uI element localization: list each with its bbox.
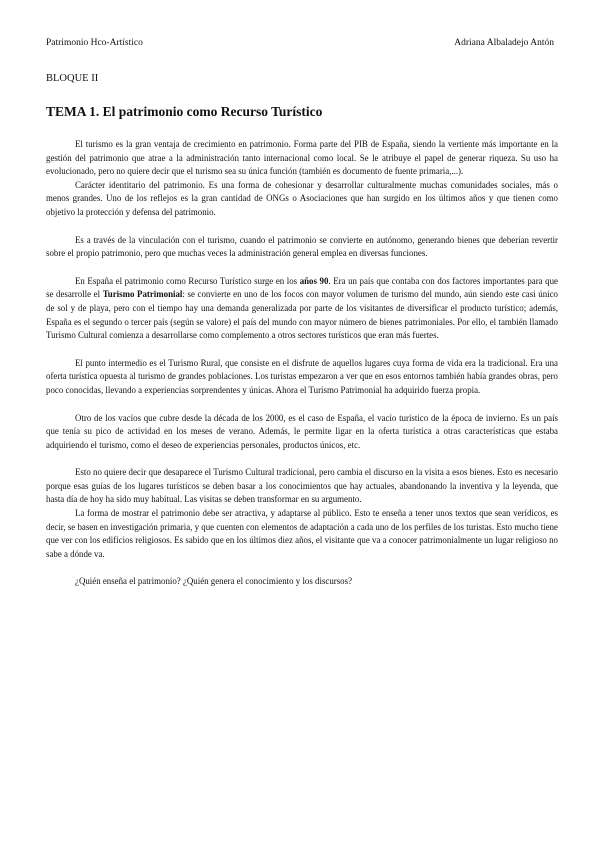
- header-left: Patrimonio Hco-Artístico: [46, 38, 143, 48]
- page-header: [46, 38, 554, 52]
- paragraph-6: Otro de los vacíos que cubre desde la década de los 2000, es el caso de España, el vacío turístico de la época de invierno. Es un país que tenía su pico de actividad en los meses de verano. Además, le permite ligar en la oferta turística a otras características que estaba adquiriendo el turismo, como el deseo de experiencias personales, productos únicos, etc.: [46, 412, 558, 450]
- p4-bold-anos: años 90: [299, 275, 329, 286]
- paragraph-3: Es a través de la vinculación con el turismo, cuando el patrimonio se convierte en autónomo, generando bienes que deberían revertir sobre el propio patrimonio, pero que muchas veces la administración general emplea en diversas funciones.: [46, 234, 558, 259]
- paragraph-7: Esto no quiere decir que desaparece el Turismo Cultural tradicional, pero cambia el discurso en la visita a esos bienes. Esto es necesario porque esas guías de los lugares turísticos se deben basar a los conocimientos que hay actuales, abandonando la inventiva y la leyenda, que hasta día de hoy ha sido muy habitual. Las visitas se deben transformar en su argumento.: [46, 467, 558, 505]
- paragraph-8: La forma de mostrar el patrimonio debe ser atractiva, y adaptarse al público. Esto te enseña a tener unos textos que sean verídicos, es decir, se basen en investigación primaria, y que cuenten con elementos de adaptación a cada uno de los perfiles de los turistas. Esto mucho tiene que ver con los edificios religiosos. Es sabido que en los últimos diez años, el visitante que va a conocer patrimonialmente un lugar religioso no sabe a dónde va.: [46, 508, 558, 559]
- paragraph-9: ¿Quién enseña el patrimonio? ¿Quién genera el conocimiento y los discursos?: [75, 576, 353, 587]
- p4-text-c: . Era un país que contaba con dos factores importantes para que se desarrolle el: [46, 275, 558, 300]
- paragraph-4: [46, 275, 558, 343]
- document-body: [46, 138, 558, 589]
- paragraph-5: El punto intermedio es el Turismo Rural, que consiste en el disfrute de aquellos lugares cuya forma de vida era la tradicional. Era una oferta turística opuesta al turismo de grandes poblaciones. Los turistas empezaron a ver que en esos entornos también había grandes obras, pero poco conocidas, llevando a experiencias sorprendentes y únicas. Ahora el Turismo Patrimonial ha adquirido fuerza propia.: [46, 357, 558, 395]
- p4-text-e: : se convierte en uno de los focos con mayor volumen de turismo del mundo, aún siendo este casi único de sol y de playa, pero con el tiempo hay una demanda generalizada por parte de los visitantes de diversificar el producto turístico; además, España es el segundo o tercer país (según se valore) el país del mundo con mayor número de bienes patrimoniales. Por ello, el también llamado Turismo Cultural comienza a desarrollarse como complemento a otros sectores turísticos que eran más fuertes.: [46, 289, 558, 341]
- paragraph-1: El turismo es la gran ventaja de crecimiento en patrimonio. Forma parte del PIB de España, siendo la vertiente más importante en la gestión del patrimonio que atrae a la administración tanto internacional como local. Se le atribuye el papel de generar riqueza. Su uso ha evolucionado, pero no quiere decir que el turismo sea su única función (también es documento de fuente primaria,...).: [46, 139, 558, 177]
- p4-text-a: En España el patrimonio como Recurso Turístico surge en los: [75, 275, 300, 286]
- header-right: Adriana Albaladejo Antón: [454, 38, 554, 48]
- tema-title: TEMA 1. El patrimonio como Recurso Turístico: [46, 104, 323, 119]
- paragraph-2: Carácter identitario del patrimonio. Es una forma de cohesionar y desarrollar culturalmente muchas comunidades sociales, más o menos grandes. Uno de los reflejos es la gran cantidad de ONGs o Asociaciones que han surgido en los últimos años y que tienen como objetivo la protección y defensa del patrimonio.: [46, 179, 558, 217]
- bloque-heading: BLOQUE II: [46, 73, 99, 84]
- p4-bold-turismo: Turismo Patrimonial: [102, 289, 183, 300]
